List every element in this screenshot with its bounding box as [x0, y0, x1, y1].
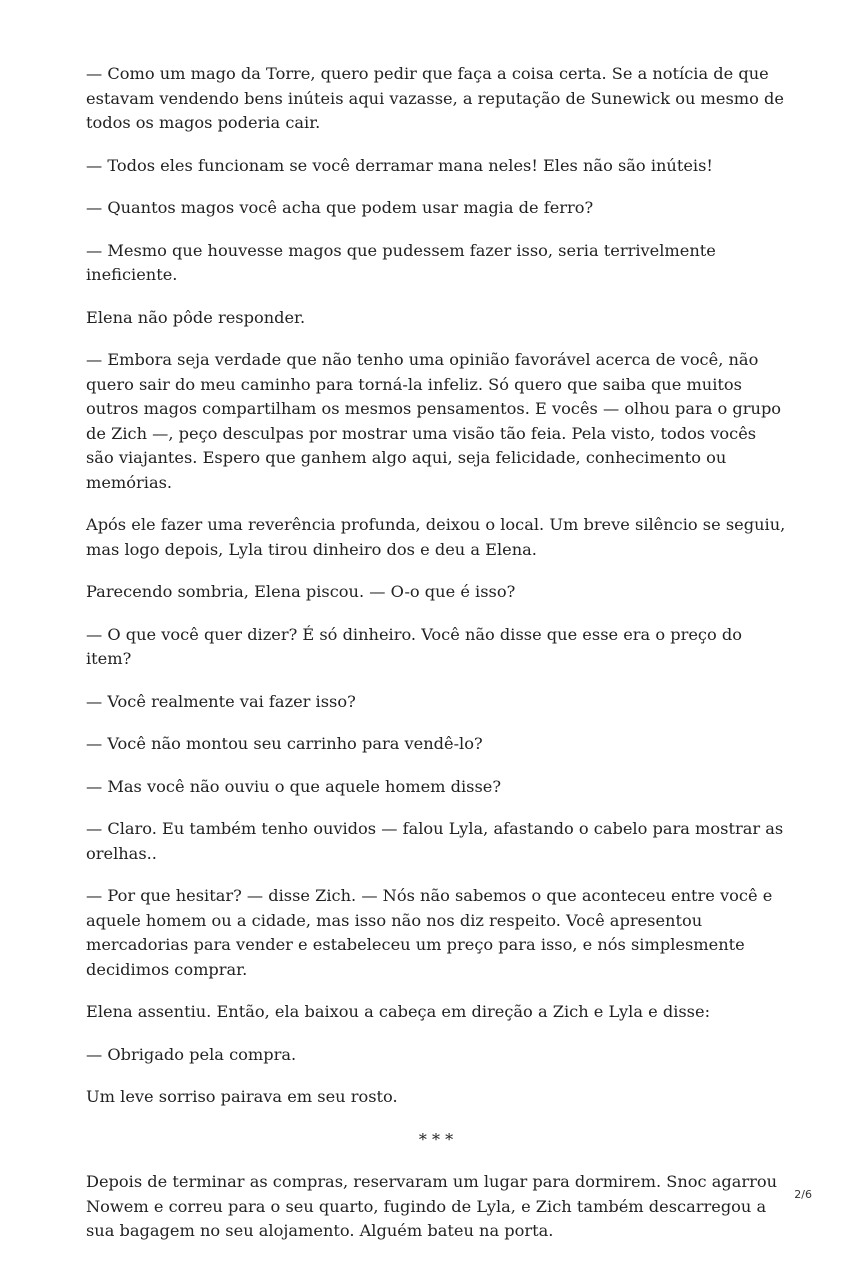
paragraph: Elena assentiu. Então, ela baixou a cabeça em direção a Zich e Lyla e disse: — [86, 1002, 711, 1021]
paragraph: — Quantos magos você acha que podem usar magia de ferro? — [86, 198, 594, 217]
scene-separator: * * * — [418, 1129, 454, 1149]
paragraph: — Obrigado pela compra. — [86, 1044, 297, 1064]
paragraph: — Mas você não ouviu o que aquele homem disse? — [86, 776, 502, 796]
page-number: 2/6 — [794, 1188, 812, 1201]
paragraph: — Embora seja verdade que não tenho uma opinião favorável acerca de você, não quero sair do meu caminho para torná-la infeliz. Só quero que saiba que muitos outros magos compartilham os mesmos pensamentos. E vocês — olhou para o grupo de Zich —, peço desculpas por mostrar uma visão tão feia. Pela visto, todos vocês são viajantes. Espero que ganhem algo aqui, seja felicidade, conhecimento ou memórias. — [86, 350, 782, 492]
paragraph: — Mesmo que houvesse magos que pudessem fazer isso, seria terrivelmente ineficiente. — [86, 240, 716, 284]
paragraph: Um leve sorriso pairava em seu rosto. — [86, 1087, 398, 1106]
paragraph: — O que você quer dizer? É só dinheiro. Você não disse que esse era o preço do item? — [86, 624, 742, 668]
paragraph: Parecendo sombria, Elena piscou. — O-o que é isso? — [86, 582, 516, 601]
document-page — [86, 62, 786, 1262]
paragraph: — Claro. Eu também tenho ouvidos — falou Lyla, afastando o cabelo para mostrar as orelhas.. — [86, 819, 784, 863]
paragraph: — Como um mago da Torre, quero pedir que faça a coisa certa. Se a notícia de que estavam vendendo bens inúteis aqui vazasse, a reputação de Sunewick ou mesmo de todos os magos poderia cair. — [86, 64, 784, 132]
paragraph: Após ele fazer uma reverência profunda, deixou o local. Um breve silêncio se seguiu, mas logo depois, Lyla tirou dinheiro dos e deu a Elena. — [86, 515, 786, 559]
paragraph: Elena não pôde responder. — [86, 307, 306, 327]
paragraph: — Você não montou seu carrinho para vendê-lo? — [86, 734, 483, 753]
paragraph: Depois de terminar as compras, reservaram um lugar para dormirem. Snoc agarrou Nowem e correu para o seu quarto, fugindo de Lyla, e Zich também descarregou a sua bagagem no seu alojamento. Alguém bateu na porta. — [86, 1172, 778, 1240]
paragraph: — Você realmente vai fazer isso? — [86, 691, 356, 711]
paragraph: — Todos eles funcionam se você derramar mana neles! Eles não são inúteis! — [86, 155, 713, 175]
paragraph: — Por que hesitar? — disse Zich. — Nós não sabemos o que aconteceu entre você e aquele homem ou a cidade, mas isso não nos diz respeito. Você apresentou mercadorias para vender e estabeleceu um preço para isso, e nós simplesmente decidimos comprar. — [86, 886, 773, 979]
